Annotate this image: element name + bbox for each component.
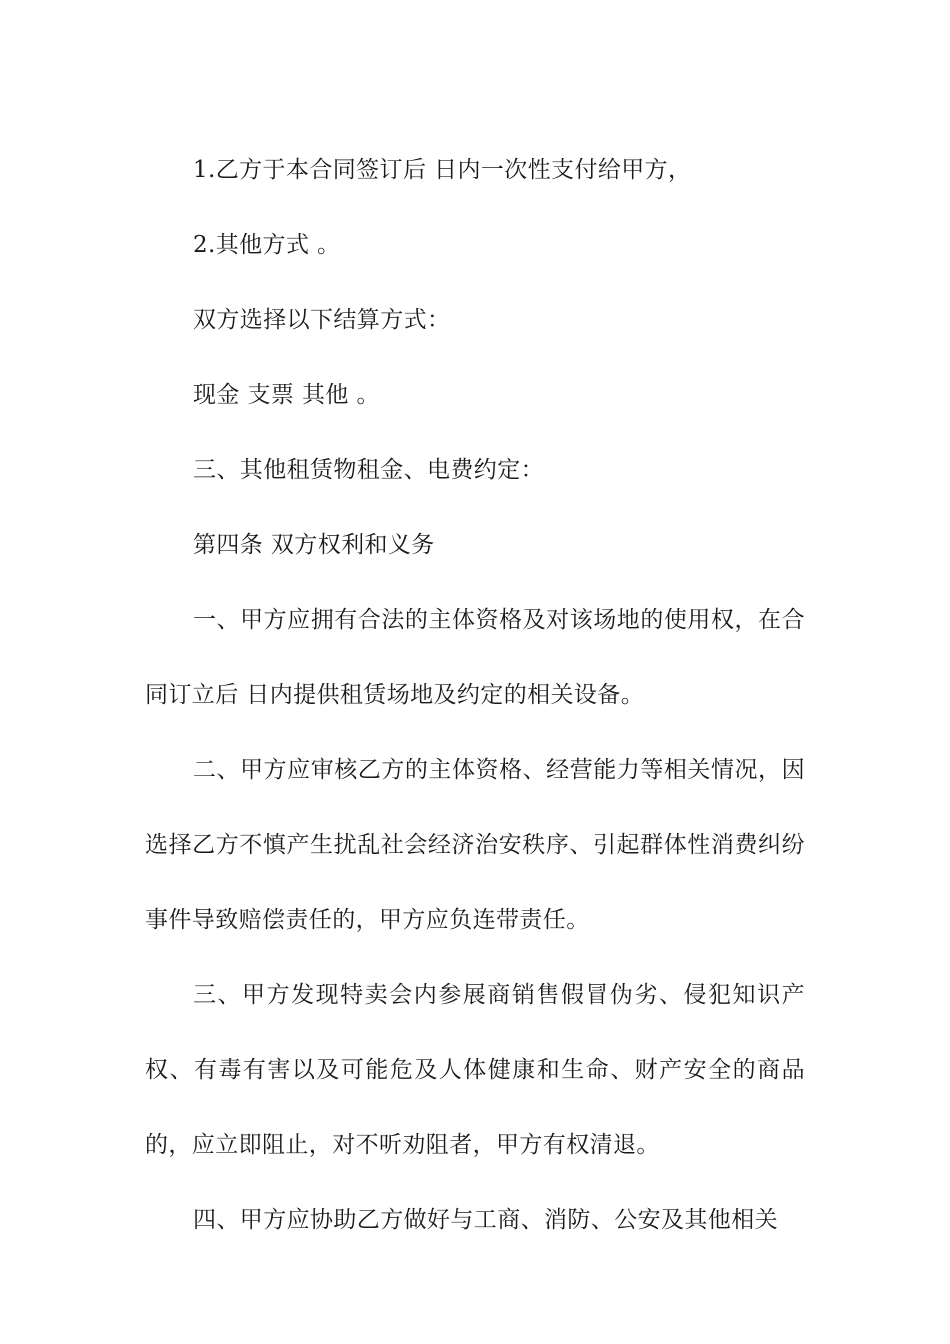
section-heading-article-four: 第四条 双方权利和义务 xyxy=(193,532,435,558)
paragraph-party-a-assist: 四、甲方应协助乙方做好与工商、消防、公安及其他相关 xyxy=(193,1207,778,1233)
paragraph-other-rent-electricity: 三、其他租赁物租金、电费约定： xyxy=(193,457,544,483)
paragraph-payment-other: 2.其他方式 。 xyxy=(193,232,341,258)
paragraph-settlement-method: 双方选择以下结算方式： xyxy=(193,307,451,333)
paragraph-payment-one-time: 1.乙方于本合同签订后 日内一次性支付给甲方， xyxy=(193,157,692,183)
paragraph-party-a-review: 二、甲方应审核乙方的主体资格、经营能力等相关情况，因选择乙方不慎产生扰乱社会经济治安秩序、引起群体性消费纠纷事件导致赔偿责任的，甲方应负连带责任。 xyxy=(145,757,805,933)
paragraph-settlement-options: 现金 支票 其他 。 xyxy=(193,382,380,408)
document-body xyxy=(145,133,805,1258)
paragraph-party-a-qualification: 一、甲方应拥有合法的主体资格及对该场地的使用权，在合同订立后 日内提供租赁场地及约定的相关设备。 xyxy=(145,607,805,708)
paragraph-party-a-counterfeit: 三、甲方发现特卖会内参展商销售假冒伪劣、侵犯知识产权、有毒有害以及可能危及人体健康和生命、财产安全的商品的，应立即阻止，对不听劝阻者，甲方有权清退。 xyxy=(145,982,805,1158)
